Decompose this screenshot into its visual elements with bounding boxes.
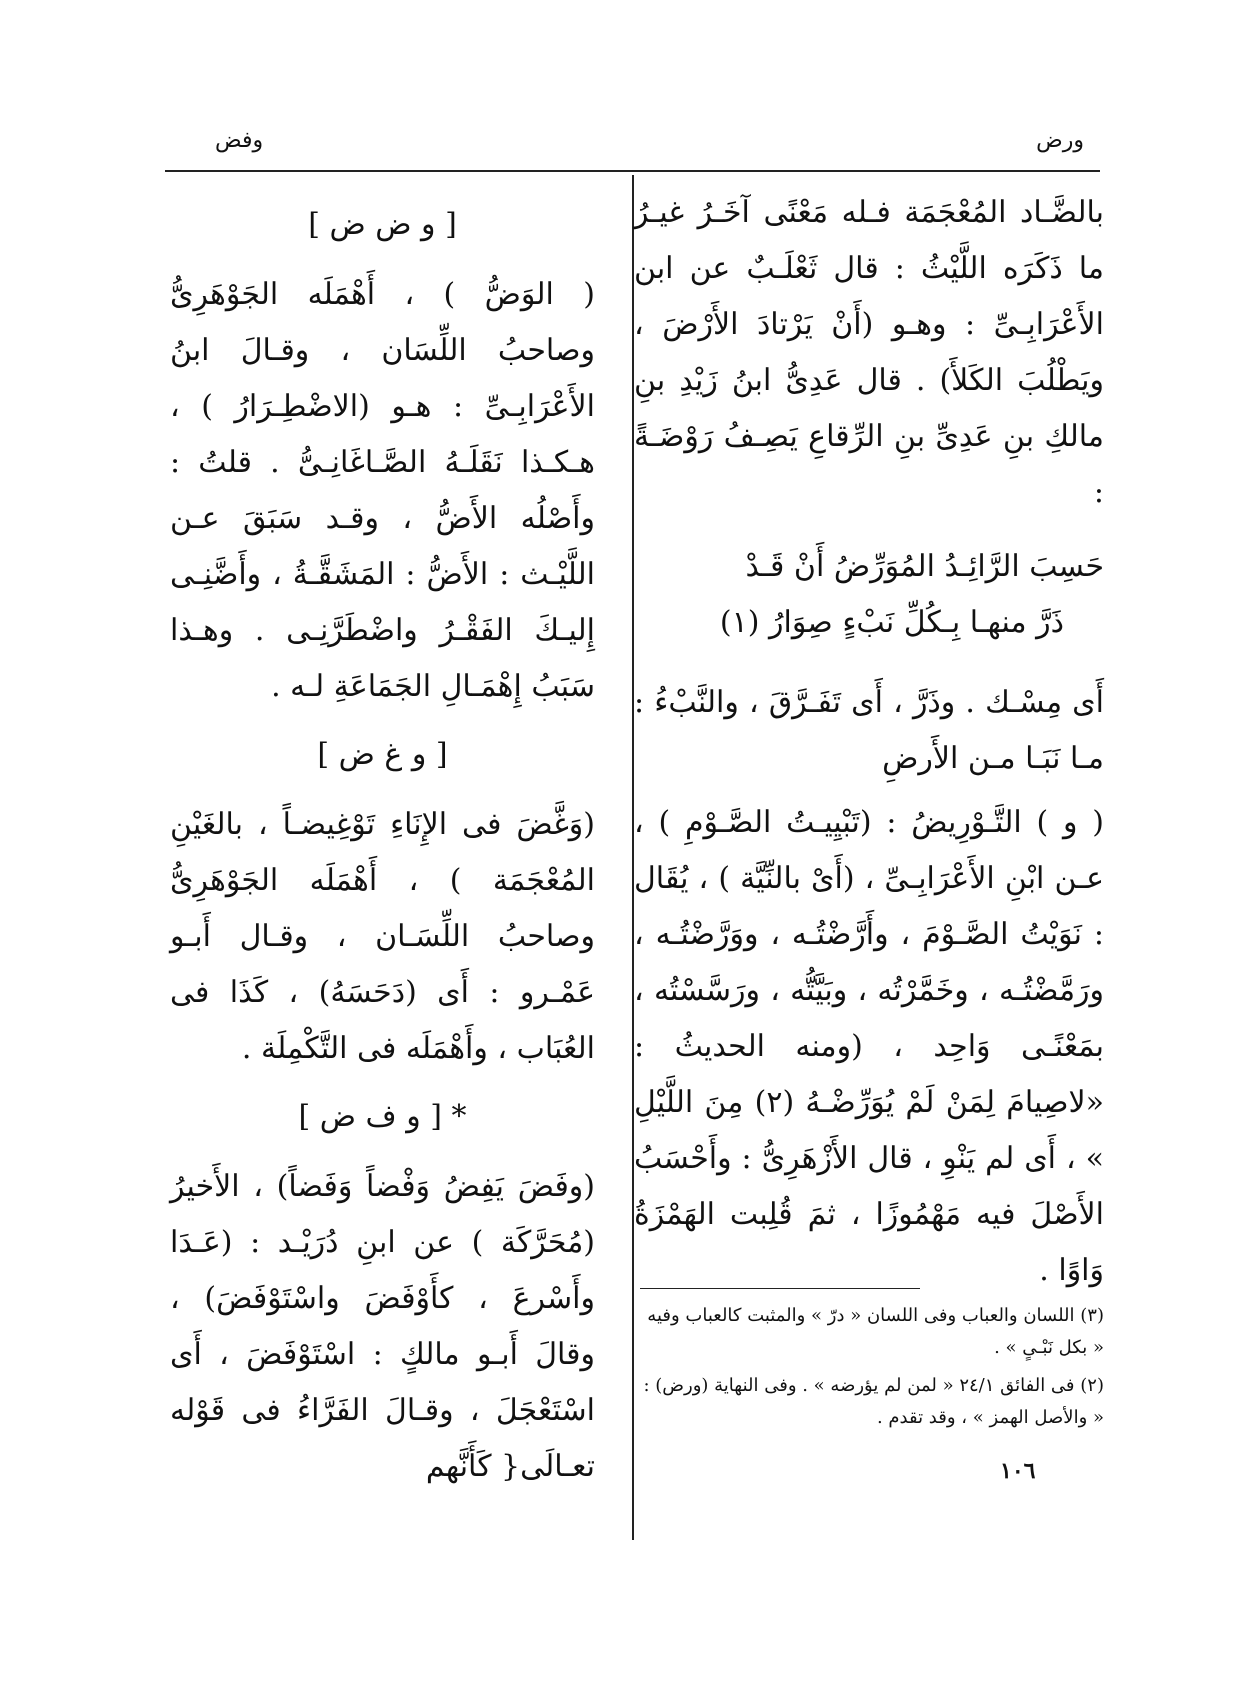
entry-text: ( و ) التَّـوْرِيضُ : (تَبْيِيـتُ الصَّـوْمِ ) ، عـن ابْنِ الأَعْرَابِـىِّ ، (أَىْ بالنِّيَّة ) ، يُقَال : نَوَيْتُ الصَّـوْمَ ، وأَرَّضْتُـه ، ووَرَّضْتُـه ، ورَمَّضْتُـه ، وخَمَّرْتُه ، وبَيَّتُّه ، ورَسَّسْتُه ، بمَعْنًـى وَاحِد ، (ومنه الحديثُ : «لاصِيامَ لِمَنْ لَمْ يُوَرِّضْـهُ (٢) مِنَ اللَّيْلِ » ، أَى لم يَنْوِ ، قال الأَزْهَرِىُّ : وأَحْسَبُ الأَصْلَ فيه مَهْمُوزًا ، ثمَ قُلِبت الهَمْزَةُ وَاوًا . (634, 805, 1104, 1288)
verse-line-2: ذَرَّ منهـا بِـكُلِّ نَبْءٍ صِوَارُ (١) (719, 605, 1064, 640)
verse (634, 539, 1104, 651)
right-column (634, 185, 1104, 1307)
footnotes (634, 1300, 1104, 1440)
entry-heading: * [ و ف ض ] (298, 1099, 467, 1134)
entry-heading: [ و ض ض ] (308, 207, 457, 242)
entry-text: بالضَّـاد المُعْجَمَة فـله مَعْنًى آخَـرُ غيـرُ ما ذَكَرَه اللَّيْثُ : قال ثَعْلَـبٌ عن ابن الأَعْرَابِـىِّ : وهـو (أَنْ يَرْتادَ الأَرْضَ ، ويَطْلُبَ الكَلأَ) . قال عَدِىُّ ابنُ زَيْدِ بنِ مالكِ بنِ عَدِىِّ بنِ الرِّقاعِ يَصِـفُ رَوْضَـةً : (634, 195, 1104, 510)
verse-line-1: حَسِبَ الرَّائِـدُ المُوَرِّضُ أَنْ قَـدْ (745, 549, 1104, 584)
running-head-left: وفض (215, 128, 264, 153)
entry-text: ( الوَضُّ ) ، أَهْمَلَه الجَوْهَرِىُّ وصاحبُ اللِّسَان ، وقـالَ ابنُ الأَعْرَابِـىِّ : هـو (الاضْطِـرَارُ ) ، هـكـذا نَقَلَـهُ الصَّـاغَانِـىُّ . قلتُ : وأَصْلُه الأَضُّ ، وقـد سَبَقَ عـن اللَّيْـث : الأَضُّ : المَشَقَّـةُ ، وأَضَّنِـى إِليـكَ الفَقْـرُ واضْطَرَّنِـى . وهـذا سَبَبُ إِهْمَـالِ الجَمَاعَةِ لـه . (170, 277, 595, 704)
entry-text: (وفَضَ يَفِضُ وَفْضاً وَفَضاً) ، الأَخيرُ (مُحَرَّكَة ) عن ابنِ دُرَيْـد : (عَـدَا وأَسْرعَ ، كأَوْفَضَ واسْتَوْفَضَ) ، وقالَ أَبـو مالكٍ : اسْتَوْفَضَ ، أَى اسْتَعْجَلَ ، وقـالَ الفَرَّاءُ فى قَوْله تعـالَى{ كَأَنَّهم (170, 1169, 595, 1484)
left-column (170, 185, 595, 1503)
footnote: (٢) فى الفائق ٢٤/١ « لمن لم يؤرضه » . وفى النهاية (ورض) : « والأصل الهمز » ، وقد تقدم . (643, 1375, 1104, 1428)
entry-text: أَى مِسْـك . وذَرَّ ، أَى تَفَـرَّقَ ، والنَّبْءُ : مـا نَبَـا مـن الأَرضِ (634, 685, 1104, 776)
entry-heading: [ و غ ض ] (317, 737, 448, 772)
page-number: ١٠٦ (1000, 1458, 1036, 1484)
entry-text: (وَغَّضَ فى الإِنَاءِ تَوْغِيضـاً ، بالغَيْنِ المُعْجَمَة ) ، أَهْمَلَه الجَوْهَرِىُّ وصاحبُ اللِّسَـان ، وقـال أَبـو عَمْـرو : أَى (دَحَسَهُ) ، كَذَا فى العُبَاب ، وأَهْمَلَه فى التَّكْمِلَة . (170, 807, 595, 1066)
footnote: (٣) اللسان والعباب وفى اللسان « درّ » والمثبت كالعباب وفيه « بكل نَبْـىٍ » . (647, 1305, 1104, 1358)
header-rule (165, 170, 1100, 172)
running-head-right: ورض (1036, 128, 1084, 153)
footnote-rule (640, 1288, 920, 1289)
